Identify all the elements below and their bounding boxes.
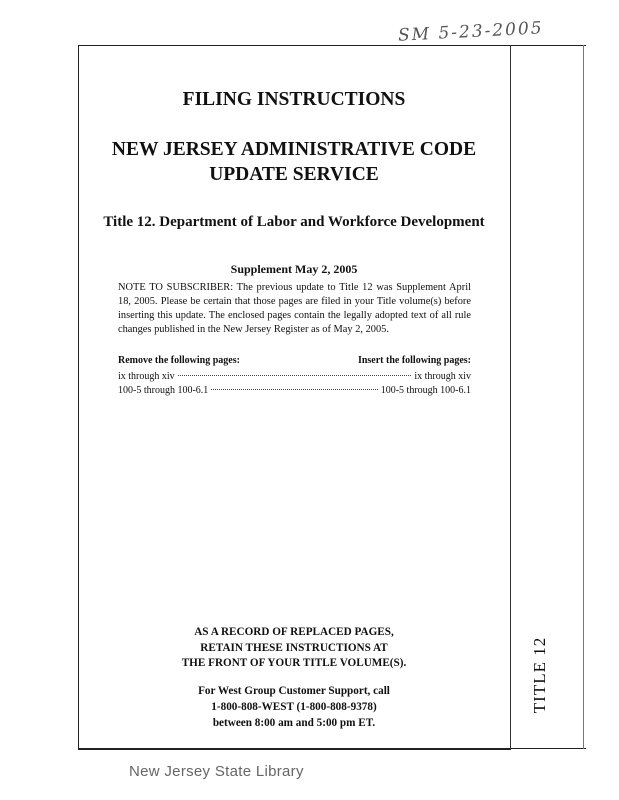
record-notice-line-3: THE FRONT OF YOUR TITLE VOLUME(S). <box>181 657 407 669</box>
title-tab-text: TITLE 12 <box>530 636 550 714</box>
insert-pages-cell: 100-5 through 100-6.1 <box>380 385 471 396</box>
handwritten-date-note: SM 5-23-2005 <box>397 18 545 46</box>
code-name-line-2: UPDATE SERVICE <box>209 164 379 185</box>
dot-leader <box>178 375 412 376</box>
note-to-subscriber: NOTE TO SUBSCRIBER: The previous update to Title 12 was Supplement April 18, 2005. Please be certain that those pages are filed in your Title volume(s) before inserting this update. The enclosed pages contain the legally adopted text of all rule changes published in the New Jersey Register as of May 2, 2005. <box>118 282 471 335</box>
supplement-date: Supplement May 2, 2005 <box>230 262 358 276</box>
remove-pages-cell: ix through xiv <box>118 371 175 382</box>
library-stamp: New Jersey State Library <box>129 763 304 780</box>
document-title: FILING INSTRUCTIONS <box>182 89 406 110</box>
table-row <box>118 385 471 396</box>
support-phone: 1-800-808-WEST (1-800-808-9378) <box>211 701 377 713</box>
remove-pages-header: Remove the following pages: <box>118 355 240 366</box>
record-notice <box>78 625 510 672</box>
title-tab-edge <box>583 45 584 749</box>
insert-pages-cell: ix through xiv <box>414 371 471 382</box>
code-name-line-1: NEW JERSEY ADMINISTRATIVE CODE <box>111 139 477 160</box>
customer-support-info <box>78 683 510 731</box>
record-notice-line-2: RETAIN THESE INSTRUCTIONS AT <box>200 641 388 654</box>
remove-pages-cell: 100-5 through 100-6.1 <box>118 385 209 396</box>
record-notice-line-1: AS A RECORD OF REPLACED PAGES, <box>194 626 394 638</box>
code-name-heading <box>78 137 510 187</box>
insert-pages-header: Insert the following pages: <box>357 355 471 366</box>
support-line-1: For West Group Customer Support, call <box>198 685 390 697</box>
pages-table-header <box>118 355 471 366</box>
table-row <box>118 371 471 382</box>
title-tab-label <box>527 625 553 725</box>
support-hours: between 8:00 am and 5:00 pm ET. <box>212 717 376 729</box>
title-heading: Title 12. Department of Labor and Workforce Development <box>103 214 485 230</box>
dot-leader <box>211 389 377 390</box>
